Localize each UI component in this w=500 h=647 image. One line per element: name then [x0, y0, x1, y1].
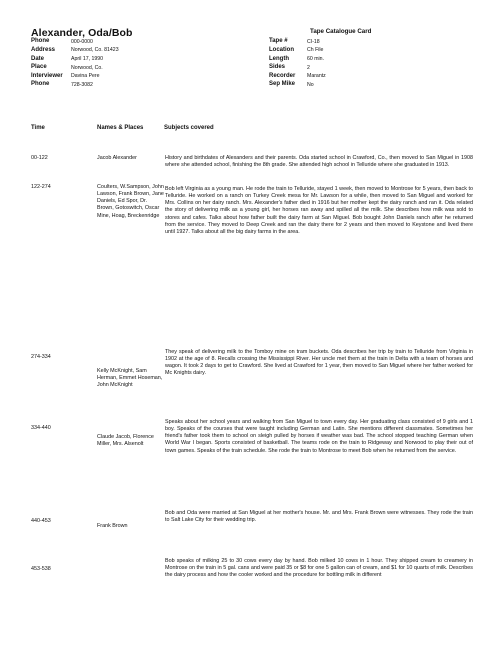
- entry-subjects: History and birthdates of Alexanders and their parents. Oda started school in Crawford, Co., then moved to San Miguel in 1908 where she attended school, finishing the 8th grade. She attended high school in Telluride where she graduated in 1913.: [165, 155, 473, 169]
- entry-subjects: Speaks about her school years and walking from San Miguel to town every day. Her graduating class consisted of 9 girls and 1 boy. Speaks of the courses that were taught including German and Latin. She mentions different classmates. Sometimes her friend's father took them to school on sleigh pulled by horses if weather was bad. The school stopped teaching German when World War I began. Sports consisted of basketball. The teams rode on the train to Ridgeway and Norwood to play their out of town games. Speaks of the train schedule. She rode the train to Montrose to meet Bob when he returned from the service.: [165, 419, 473, 454]
- length-row: [269, 55, 326, 64]
- sep-mike-row: [269, 81, 326, 90]
- sep-mike-value: No: [307, 81, 314, 88]
- place-label: Place: [31, 64, 47, 71]
- sides-row: [269, 64, 326, 73]
- entry-time: 274-334: [31, 354, 51, 360]
- entry-time: 00-122: [31, 155, 48, 161]
- interviewer-label: Interviewer: [31, 72, 63, 79]
- interviewer-phone-value: 728-3082: [71, 81, 93, 88]
- column-headers: [31, 125, 214, 133]
- entry-names: Frank Brown: [97, 523, 128, 529]
- place-value: Norwood, Co.: [71, 64, 103, 71]
- time-column-header: Time: [31, 125, 45, 131]
- card-subject-title: Alexander, Oda/Bob: [31, 27, 133, 39]
- date-row: [31, 55, 119, 64]
- sides-label: Sides: [269, 64, 286, 71]
- tape-number-value: CI-18: [307, 38, 320, 45]
- recorder-value: Marantz: [307, 73, 326, 80]
- entry-subjects: Bob and Oda were married at San Miguel at her mother's house. Mr. and Mrs. Frank Brown were witnesses. They rode the train to Salt Lake City for their wedding trip.: [165, 510, 473, 524]
- interviewer-row: [31, 72, 119, 81]
- address-value: Norwood, Co. 81423: [71, 47, 119, 54]
- entry-time: 334-440: [31, 425, 51, 431]
- location-value: Ch File: [307, 47, 324, 54]
- recorder-row: [269, 72, 326, 81]
- location-label: Location: [269, 46, 294, 53]
- length-label: Length: [269, 55, 289, 62]
- phone-row: [31, 38, 119, 47]
- phone-label: Phone: [31, 38, 50, 45]
- entry-names: Jacob Alexander: [97, 155, 137, 161]
- sep-mike-label: Sep Mike: [269, 81, 296, 88]
- recorder-label: Recorder: [269, 72, 296, 79]
- tape-number-row: [269, 38, 326, 47]
- location-row: [269, 47, 326, 56]
- date-value: April 17, 1990: [71, 56, 104, 63]
- names-column-header: Names & Places: [97, 125, 144, 131]
- place-row: [31, 64, 119, 73]
- entry-time: 122-274: [31, 184, 51, 190]
- tape-number-label: Tape #: [269, 38, 288, 45]
- entry-subjects: Bob speaks of milking 25 to 30 cows every day by hand. Bob milked 10 cows in 1 hour. They shipped cream to creamery in Montrose on the train in 5 gal. cans and were paid 35 or $8 for one 5 gallon can of cream, and $1 for 10 quarts of milk. Describes the dairy process and how the cooler worked and the procedure for bottling milk in different: [165, 558, 473, 579]
- interviewer-value: Davina Pere: [71, 73, 100, 80]
- entry-time: 453-538: [31, 566, 51, 572]
- tape-details: [269, 38, 326, 90]
- address-row: [31, 47, 119, 56]
- phone-value: 000-0000: [71, 38, 93, 45]
- entry-names: Claude Jacob, Florence Miller, Mrs. Alsenolt: [97, 434, 154, 448]
- interview-details: [31, 38, 119, 90]
- interviewer-phone-label: Phone: [31, 81, 50, 88]
- date-label: Date: [31, 55, 45, 62]
- subjects-column-header: Subjects covered: [164, 125, 214, 131]
- entry-subjects: Bob left Virginia as a young man. He rode the train to Telluride, stayed 1 week, then moved to Montrose for 5 years, then back to Telluride. He worked on a ranch on Turkey Creek mesa for Mr. Lawson for a while, then moved to San Miguel and worked for Mrs. Collins on her dairy ranch. Mrs. Alexander's father died in 1916 but her mother kept the dairy ranch and ran it. Oda related the story of delivering milk as a young girl, her horses ran away and spilled all the milk. She describes how milk was sold to stores and cafes. Talks about how father built the dairy farm at San Miguel. Bob bought John Daniels ranch after he returned from the service. They moved to Deep Creek and ran the dairy there for 2 years and then moved to Keystone and lived there until 1927. Talks about all the big dairy farms in the area.: [165, 186, 473, 235]
- entry-names: Kelly McKnight, Sam Herman, Emmet Hoseman, John McKnight: [97, 368, 163, 389]
- entry-subjects: They speak of delivering milk to the Tomboy mine on tram buckets. Oda describes her trip by train to Telluride from Virginia in 1902 at the age of 8. Recalls crossing the Mississippi River. Her uncle met them at the train in Delta with a team of horses and wagon. It took 2 days to get to Crawford. She lived at Crawford for 1 year, then moved to San Miguel where her father worked for Mc Knights dairy.: [165, 349, 473, 377]
- length-value: 60 min.: [307, 56, 325, 63]
- sides-value: 2: [307, 64, 310, 71]
- interviewer-phone-row: [31, 81, 119, 90]
- tape-catalogue-card-heading: Tape Catalogue Card: [310, 28, 372, 35]
- entry-time: 440-453: [31, 518, 51, 524]
- entry-names: Coulters, W.Sampson, John Lawson, Frank Brown, Jane Daniels, Ed Spor, Dr. Brown, Gotoswitch, Oscar Mine, Hoag, Breckenridge: [97, 184, 164, 219]
- address-label: Address: [31, 46, 56, 53]
